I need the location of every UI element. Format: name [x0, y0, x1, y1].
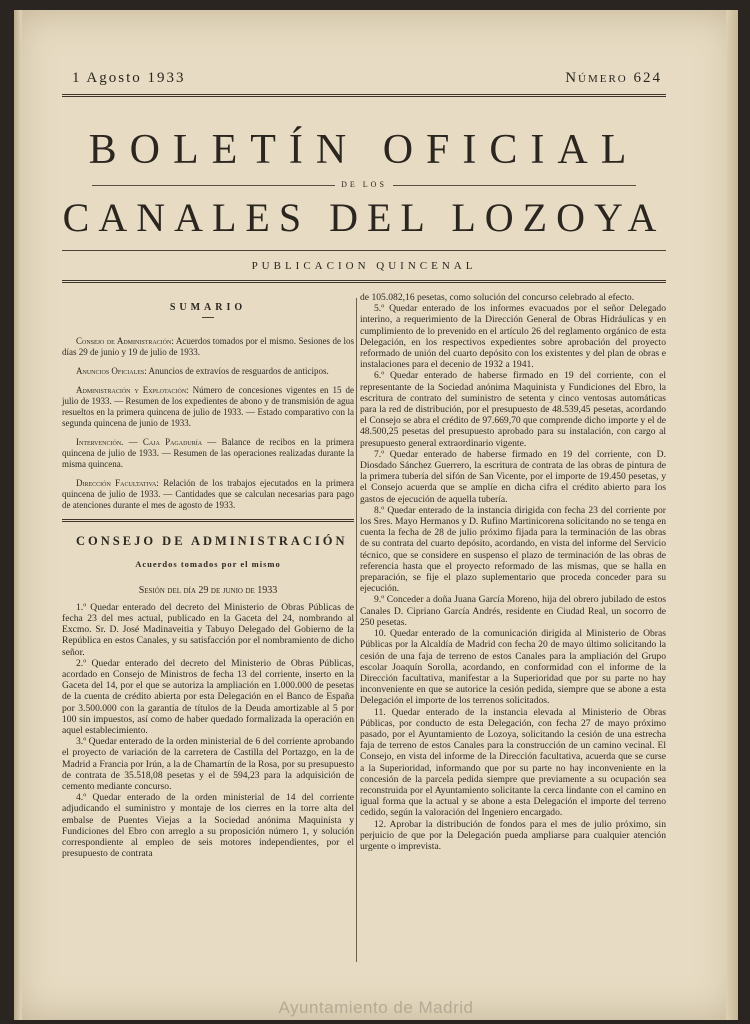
- sumario-item-text: Acuerdos tomados por el mismo. Sesiones de los días 29 de junio y 19 de julio de 1933.: [62, 336, 354, 358]
- agreement-paragraph: 3.º Quedar enterado de la orden ministerial de 6 del corriente aprobando el proyecto de variación de la carretera de Castilla del Portazgo, en la de Madrid a Francia por Irún, a la de Chamartín de la Rosa, por su presupuesto de contrata de 35.518,08 pesetas y el de 594,23 para la adquisición de cemento mediante concurso.: [62, 736, 354, 793]
- masthead-rule-upper: [62, 250, 666, 251]
- page-right-edge: [726, 10, 738, 1020]
- issue-number: Número 624: [565, 70, 662, 86]
- agreement-paragraph: 9.º Conceder a doña Juana García Moreno, hija del obrero jubilado de estos Canales D. Cipriano García Andrés, residente en Ciudad Real, un socorro de 250 pesetas.: [360, 594, 666, 628]
- masthead-info-row: [72, 70, 662, 90]
- publication-frequency: PUBLICACION QUINCENAL: [251, 260, 477, 272]
- sumario-item: [62, 336, 354, 358]
- sumario-item: [62, 366, 354, 377]
- document-page: [14, 10, 738, 1020]
- agreement-paragraph: 8.º Quedar enterado de la instancia dirigida con fecha 23 del corriente por los Sres. Mayo Hermanos y D. Rufino Martinicorena solicitando no se tenga en cuenta la fecha de 28 de julio próximo fijada para la terminación de las obras de su contrata del cuarto depósito, acordando, en vista del informe del Servicio técnico, que se considere en suspenso el plazo de terminación de las obras de referencia hasta que el proyecto reformado de las mismas, que se halla en preparación, se fije el plazo suplementario que proceda conceder para su ejecución.: [360, 504, 666, 595]
- sumario-item: [62, 478, 354, 511]
- section-title: CONSEJO DE ADMINISTRACIÓN: [76, 534, 348, 549]
- agreement-paragraph: 6.º Quedar enterado de haberse firmado en 19 del corriente, con el representante de la Sociedad anónima Maquinista y Fundiciones del Ebro, la escritura de contrato del suministro de setenta y cinco ventosas automáticas para la red de distribución, por el presupuesto de 48.539,45 pesetas, acordando el Consejo se abra el crédito de 97.669,70 que comprende dicho importe y el de 48.500,25 pesetas del presupuesto aprobado para su instalación, con cargo al presupuesto general extraordinario vigente.: [360, 370, 666, 449]
- sumario-item-label: Consejo de Administración:: [76, 336, 174, 347]
- page-binding-edge: [14, 10, 22, 1020]
- masthead-title-line1: BOLETÍN OFICIAL: [88, 127, 640, 173]
- agreement-paragraph: 2.º Quedar enterado del decreto del Ministerio de Obras Públicas, acordado en Consejo de Ministros de fecha 13 del corriente, inserto en la Gaceta del 14, por el que se autoriza la ampliación en 1.000.000 de pesetas de la cuenta de crédito abierta por esta Delegación en el Banco de España por 3.500.000 con la garantía de títulos de la Deuda amortizable al 5 por 100 sin impuestos, así como de haber quedado formalizada la operación en aquel establecimiento.: [62, 657, 354, 737]
- masthead-bottom-rule: [62, 280, 666, 283]
- sumario-item-label: Intervención. — Caja Pagaduría: [76, 437, 203, 448]
- masthead-title-line2: CANALES DEL LOZOYA: [62, 195, 666, 240]
- sumario-item-text: Número de concesiones vigentes en 15 de julio de 1933. — Resumen de los expedientes de abono y de transmisión de agua resueltos en la primera quincena de julio de 1933. — Estado comparativo con la segunda quincena de junio de 1933.: [62, 385, 354, 429]
- sumario-item: [62, 437, 354, 470]
- sumario-item: [62, 385, 354, 429]
- sumario-item-label: Administración y Explotación:: [76, 385, 189, 396]
- masthead-de-los: [62, 180, 666, 189]
- sumario-dash: [202, 317, 214, 318]
- sumario-item-label: Anuncios Oficiales:: [76, 366, 147, 377]
- column-divider: [356, 298, 357, 962]
- session-heading: Sesión del día 29 de junio de 1933: [138, 584, 278, 596]
- section-top-rule: [62, 519, 354, 522]
- agreement-paragraph: 1.º Quedar enterado del decreto del Ministerio de Obras Públicas de fecha 23 del mes actual, publicado en la Gaceta del 24, nombrando al Excmo. Sr. D. José Madinaveitia y Tabuyo Delegado del Gobierno de la República en estos Canales, y su satisfacción por el nombramiento de dicho señor.: [62, 601, 354, 658]
- agreement-paragraph-continued: de 105.082,16 pesetas, como solución del concurso celebrado al efecto.: [360, 292, 635, 303]
- sumario-item-text: Anuncios de extravíos de resguardos de anticipos.: [148, 366, 329, 377]
- agreement-paragraph: 11. Quedar enterado de la instancia elevada al Ministerio de Obras Públicas, por conducto de esta Delegación, con fecha 27 de mayo próximo pasado, por el Ayuntamiento de Lozoya, solicitando la cesión de una estrecha faja de terreno de estos Canales para la construcción de un camino vecinal. El Consejo, en vista del informe de la Dirección facultativa, acuerda que se curse a la Superioridad, informando que por su parte no hay inconveniente en la concesión de la parcela pedida siempre que previamente a su ocupación sea reconstruida por el Ayuntamiento solicitante la cerca lindante con el camino en igual forma que la actual y se abone a esta Delegación el importe del terreno cedido, según la valoración del Ingeniero encargado.: [360, 706, 666, 819]
- agreement-paragraph: 4.º Quedar enterado de la orden ministerial de 14 del corriente adjudicando el suministro y montaje de los cierres en la torre alta del embalse de Puentes Viejas a la Sociedad anónima Maquinista y Fundiciones del Ebro con arreglo a su proposición número 1, y solución correspondiente al empleo de seis motores independientes, por el presupuesto de contrata: [62, 792, 354, 860]
- sumario-list: [62, 336, 354, 511]
- right-column: [360, 292, 666, 852]
- agreement-paragraph: 12. Aprobar la distribución de fondos para el mes de julio próximo, sin perjuicio de que por la Delegación pueda ampliarse para cualquier atención urgente o imprevista.: [360, 818, 666, 852]
- sumario-item-text: Relación de los trabajos ejecutados en la primera quincena de julio de 1933. — Cantidades que se calculan necesarias para pago de atenciones durante el mes de agosto de 1933.: [62, 478, 355, 511]
- de-los-text: DE LOS: [335, 180, 393, 189]
- sumario-item-label: Dirección Facultativa:: [76, 478, 159, 489]
- masthead-top-rule: [62, 94, 666, 97]
- watermark-footer: Ayuntamiento de Madrid: [278, 998, 474, 1017]
- agreement-paragraph: 10. Quedar enterado de la comunicación dirigida al Ministerio de Obras Públicas por la Alcaldía de Madrid con fecha 20 de mayo último solicitando la cesión de una faja de terreno de estos Canales para la ampliación del Grupo escolar Joaquín Sorolla, acordando, en conformidad con el informe de la Dirección facultativa, manifestar a la Superioridad que por su parte no hay inconveniente en que se autorice la cesión pedida, siempre que se abone a esta Delegación el importe de los terrenos solicitados.: [360, 628, 666, 707]
- sumario-heading: SUMARIO: [169, 302, 247, 313]
- left-column: [62, 292, 354, 859]
- section-subtitle: Acuerdos tomados por el mismo: [135, 559, 281, 570]
- agreement-paragraph: 7.º Quedar enterado de haberse firmado en 19 del corriente, con D. Diosdado Sánchez Guerrero, la escritura de contrata de las obras de pintura de la primera tubería del sifón de San Vicente, por el importe de 19.450 pesetas, y el Consejo acuerda que se amplíe en dicha cifra el crédito abierto para los gastos de ejecución de aquella tubería.: [360, 448, 666, 505]
- issue-date: 1 Agosto 1933: [72, 70, 186, 86]
- sumario-item-text: — Balance de recibos en la primera quincena de julio de 1933. — Resumen de las operaciones realizadas durante la misma quincena.: [62, 437, 355, 470]
- agreement-paragraph: 5.º Quedar enterado de los informes evacuados por el señor Delegado interino, a requerimiento de la Dirección General de Obras Hidráulicas y en cumplimiento de lo prevenido en el artículo 26 del reglamento orgánico de esta Delegación, en los respectivos expedientes sobre aprobación del proyecto reformado de unión del cuarto depósito con los existentes y del plan de obras e instalaciones para el decenio de 1932 a 1941.: [360, 303, 666, 371]
